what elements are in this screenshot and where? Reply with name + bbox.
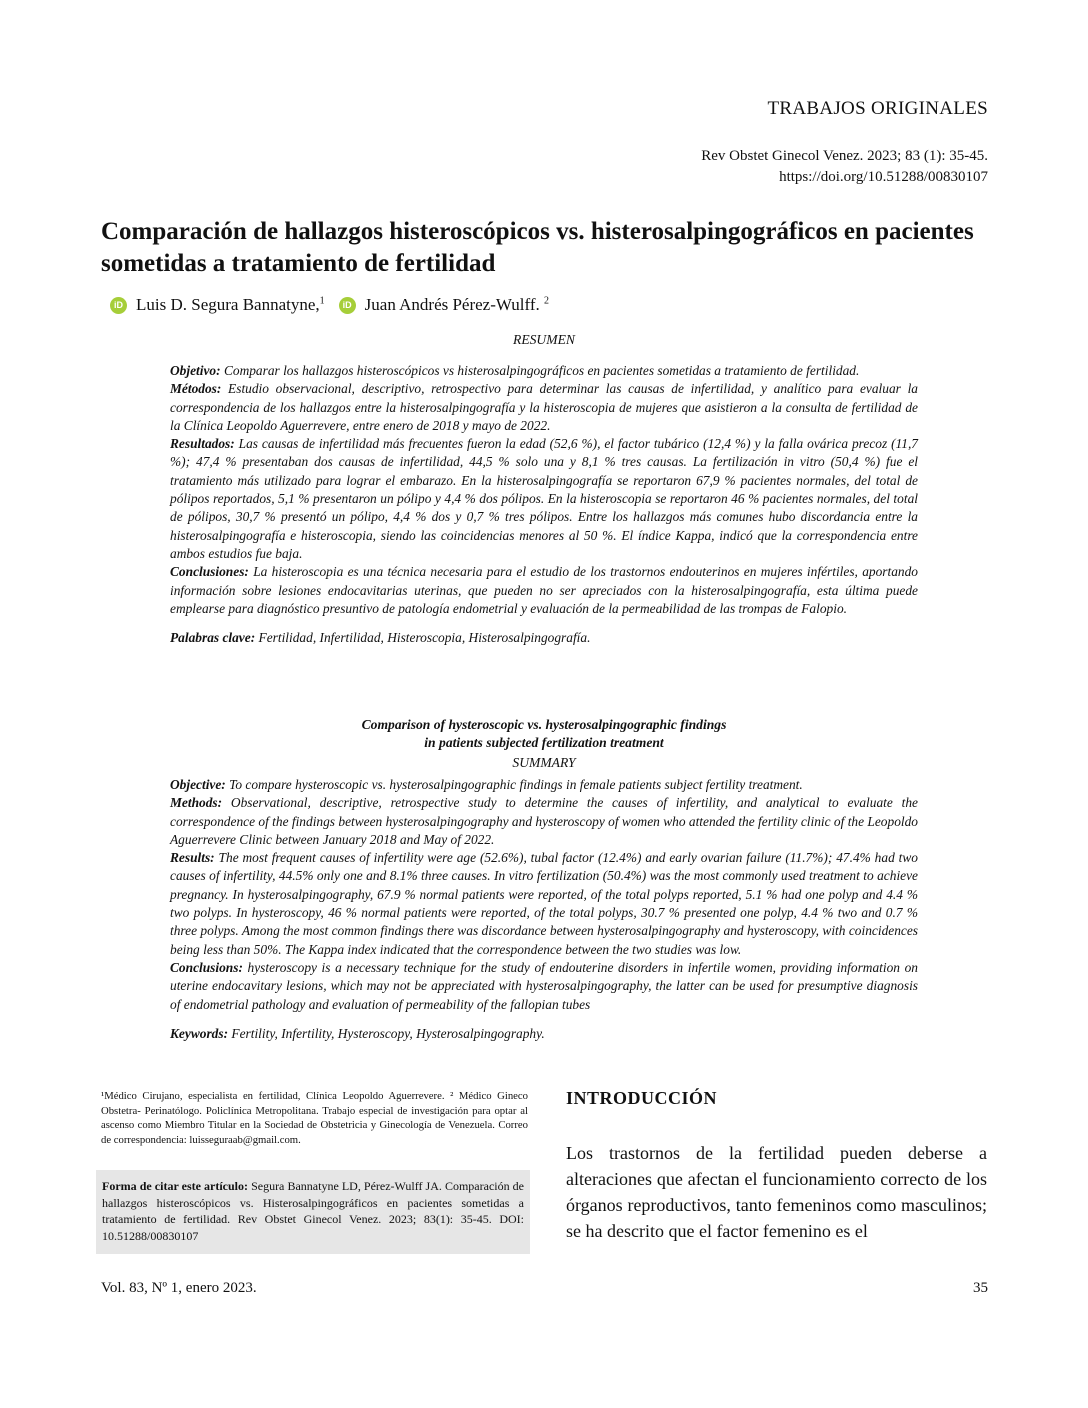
resumen-body bbox=[170, 362, 918, 647]
author-2: Juan Andrés Pérez-Wulff. $^2$ bbox=[364, 295, 549, 314]
orcid-icon[interactable]: iD bbox=[339, 297, 356, 314]
resumen-conclusiones: Conclusiones: La histeroscopia es una técnica necesaria para el estudio de los trastornos endouterinos en mujeres infértiles, aportando información sobre lesiones endocavitarias uterinas, que pueden no ser apreciados con la histerosalpingografía, esta última puede emplearse para diagnóstico presuntivo de patología endometrial y evaluación de la permeabilidad de las trompas de Falopio. bbox=[170, 564, 918, 616]
author-1: Luis D. Segura Bannatyne,$^1$ bbox=[136, 295, 325, 314]
intro-text: Los trastornos de la fertilidad pueden deberse a alteraciones que afectan el funcionamiento correcto de los órganos reproductivos, tanto femeninos como masculinos; se ha descrito que el factor femenino es el bbox=[566, 1143, 987, 1241]
summary-heading: SUMMARY bbox=[512, 755, 576, 770]
resumen-palabras-clave: Palabras clave: Fertilidad, Infertilidad, Histeroscopia, Histerosalpingografía. bbox=[170, 630, 591, 646]
resumen-heading: RESUMEN bbox=[513, 332, 575, 347]
cite-label: Forma de citar este artículo: bbox=[102, 1179, 248, 1193]
summary-methods: Methods: Observational, descriptive, retrospective study to determine the causes of infertility, and analytical to evaluate the correspondence of the findings between hysterosalpingography and hysteroscopy of women who attended the fertility clinic of the Leopoldo Aguerrevere Clinic between January 2018 and May of 2022. bbox=[170, 795, 918, 847]
section-label: TRABAJOS ORIGINALES bbox=[767, 98, 988, 119]
summary-conclusions: Conclusions: hysteroscopy is a necessary technique for the study of endouterine disorders in infertile women, providing information on uterine endocavitary lesions, which may not be appreciated with hysterosalpingography, the latter can be used for presumptive diagnosis of endometrial pathology and evaluation of permeability of the fallopian tubes bbox=[170, 959, 918, 1012]
resumen-resultados: Resultados: Las causas de infertilidad más frecuentes fueron la edad (52,6 %), el factor tubárico (12,4 %) y la falla ovárica precoz (11,7 %); 47,4 % presentaban dos causas de infertilidad, 44,5 % solo una y 8,1 % tres causas. La fertilización in vitro (50,4 %) fue el tratamiento más utilizado para lograr el embarazo. En la histerosalpingografía se reportaron 67,9 % pacientes normales, del total de pólipos reportados, 5,1 % presentaron un pólipo y 4,4 % dos pólipos. En la histeroscopia se reportaron 46 % pacientes normales, del total de pólipos, 30,7 % presentó un pólipo, 4,4 % dos y 0,7 % tres pólipos. Entre los hallazgos más comunes hubo discordancia entre la histerosalpingografía e histeroscopia, siendo las coincidencias menores al 50 %. El índice Kappa, indicó que la correspondencia entre ambos estudios fue baja. bbox=[170, 436, 918, 561]
orcid-icon[interactable]: iD bbox=[110, 297, 127, 314]
author-list bbox=[110, 295, 563, 315]
intro-heading: INTRODUCCIÓN bbox=[566, 1088, 718, 1108]
author-footnote: ¹Médico Cirujano, especialista en fertilidad, Clínica Leopoldo Aguerrevere. ² Médico Gineco Obstetra- Perinatólogo. Policlínica Metropolitana. Trabajo especial de investigación para optar al ascenso como Miembro Titular en la Sociedad de Obstetricia y Ginecología de Venezuela. Correo de correspondencia: luisseguraab@gmail.com. bbox=[101, 1090, 528, 1146]
resumen-metodos: Métodos: Estudio observacional, descriptivo, retrospectivo para determinar las causas de infertilidad, y analítico para evaluar la correspondencia de los hallazgos entre la histerosalpingografía y la histeroscopia de mujeres que asistieron a la consulta de fertilidad de la Clínica Leopoldo Aguerrevere, entre enero de 2018 y mayo de 2022. bbox=[170, 381, 918, 433]
summary-objective: Objective: To compare hysteroscopic vs. hysterosalpingographic findings in female patients subject fertility treatment. bbox=[170, 777, 803, 792]
summary-results: Results: The most frequent causes of infertility were age (52.6%), tubal factor (12.4%) and early ovarian failure (11.7%); 47.4% had two causes of infertility, 44.5% only one and 8.1% three causes. In vitro fertilization (50.4%) was the most commonly used treatment to achieve pregnancy. In hysterosalpingography, 67.9 % normal patients were reported, of the total polyps reported, 5.1 % had one polyp and 4.4 % two polyps. In hysteroscopy, 46 % normal patients were reported, of the total polyps, 30.7 % presented one polyp, 4.4 % two and 0.7 % three polyps. Among the most common findings there was discordance between hysterosalpingography and hysteroscopy, with coincidences being less than 50%. The Kappa index indicated that the correspondence between the two studies was low. bbox=[170, 850, 918, 957]
cite-text: Segura Bannatyne LD, Pérez-Wulff JA. Comparación de hallazgos histeroscópicos vs. Histerosalpingográficos en pacientes sometidas a tratamiento de fertilidad. Rev Obstet Ginecol Venez. 2023; 83(1): 35-45. DOI: 10.51288/00830107 bbox=[102, 1179, 524, 1243]
page-number: 35 bbox=[973, 1280, 988, 1296]
summary-keywords: Keywords: Fertility, Infertility, Hysteroscopy, Hysterosalpingography. bbox=[170, 1025, 545, 1041]
journal-citation bbox=[701, 146, 988, 188]
citation-line: Rev Obstet Ginecol Venez. 2023; 83 (1): 35-45. bbox=[701, 148, 988, 164]
doi-link[interactable]: https://doi.org/10.51288/00830107 bbox=[779, 169, 988, 185]
resumen-objetivo: Objetivo: Comparar los hallazgos histeroscópicos vs histerosalpingográficos en pacientes sometidas a tratamiento de fertilidad. bbox=[170, 363, 860, 378]
article-title: Comparación de hallazgos histeroscópicos vs. histerosalpingográficos en pacientes sometidas a tratamiento de fertilidad bbox=[101, 218, 974, 277]
footer-volume: Vol. 83, Nº 1, enero 2023. bbox=[101, 1280, 257, 1296]
cite-box bbox=[96, 1170, 530, 1254]
english-title: Comparison of hysteroscopic vs. hysterosalpingographic findings in patients subjected fertilization treatment bbox=[361, 717, 727, 750]
summary-body bbox=[170, 776, 918, 1043]
